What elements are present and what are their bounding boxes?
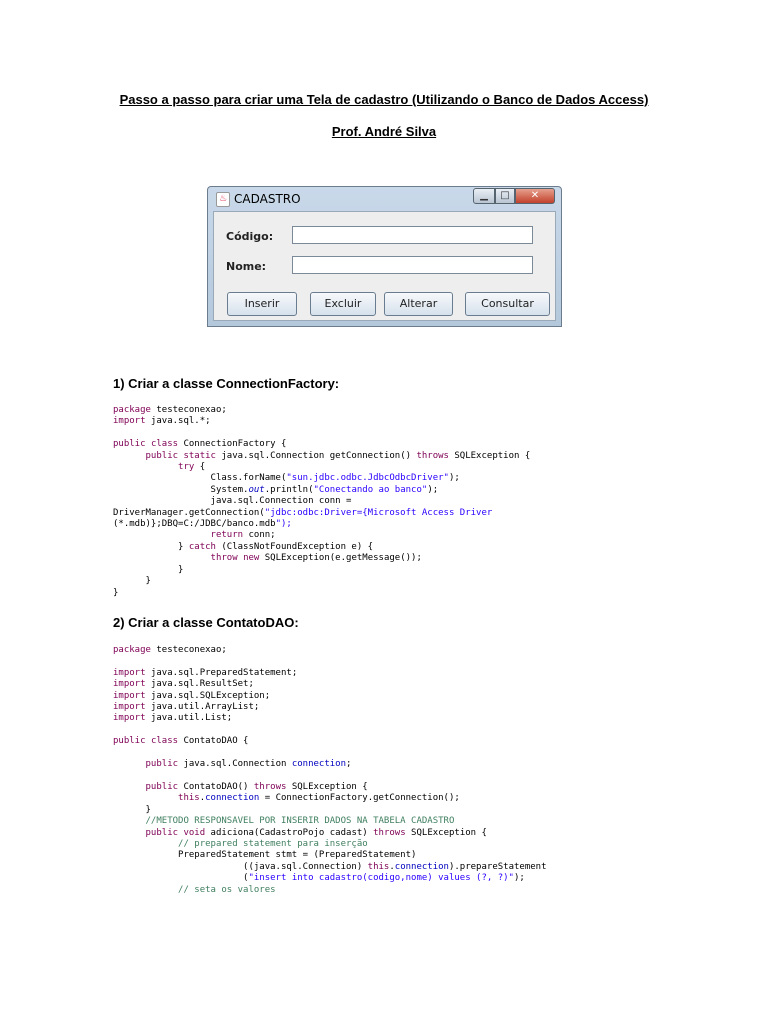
section-1-heading: 1) Criar a classe ConnectionFactory: bbox=[113, 376, 340, 391]
window-title: CADASTRO bbox=[234, 192, 301, 206]
document-author: Prof. André Silva bbox=[331, 124, 437, 139]
consultar-button[interactable]: Consultar bbox=[465, 292, 550, 316]
maximize-button[interactable]: □ bbox=[495, 188, 515, 204]
excluir-button[interactable]: Excluir bbox=[310, 292, 376, 316]
alterar-button[interactable]: Alterar bbox=[384, 292, 453, 316]
cadastro-window bbox=[207, 186, 562, 327]
window-content bbox=[213, 211, 556, 321]
code-block-contato-dao: package testeconexao; import java.sql.PreparedStatement; import java.sql.ResultSet; import java.sql.SQLException; import java.util.ArrayList; import java.util.List; public class ContatoDAO { public java.sql.Connection connection; public ContatoDAO() throws SQLException { this.connection = ConnectionFactory.getConnection(); } //METODO RESPONSAVEL POR INSERIR DADOS NA TABELA CADASTRO public void adiciona(CadastroPojo cadast) throws SQLException { // prepared statement para inserção PreparedStatement stmt = (PreparedStatement) ((java.sql.Connection) this.connection).prepareStatement ("insert into cadastro(codigo,nome) values (?, ?)"); // seta os valores bbox=[113, 645, 547, 895]
nome-field[interactable] bbox=[292, 256, 533, 274]
section-2-heading: 2) Criar a classe ContatoDAO: bbox=[113, 615, 299, 630]
nome-label: Nome: bbox=[226, 260, 267, 273]
close-button[interactable]: ✕ bbox=[515, 188, 555, 204]
code-block-connection-factory: package testeconexao; import java.sql.*; public class ConnectionFactory { public static java.sql.Connection getConnection() throws SQLException { try { Class.forName("sun.jdbc.odbc.JdbcOdbcDriver"); System.out.println("Conectando ao banco"); java.sql.Connection conn = DriverManager.getConnection("jdbc:odbc:Driver={Microsoft Access Driver (*.mdb)};DBQ=C:/JDBC/banco.mdb"); return conn; } catch (ClassNotFoundException e) { throw new SQLException(e.getMessage()); } } } bbox=[113, 405, 531, 598]
codigo-label: Código: bbox=[226, 230, 274, 243]
inserir-button[interactable]: Inserir bbox=[227, 292, 297, 316]
minimize-button[interactable]: ▁ bbox=[473, 188, 495, 204]
document-title: Passo a passo para criar uma Tela de cadastro (Utilizando o Banco de Dados Access) bbox=[119, 92, 649, 107]
java-icon: ♨ bbox=[216, 192, 230, 207]
codigo-field[interactable] bbox=[292, 226, 533, 244]
window-titlebar[interactable] bbox=[208, 187, 561, 211]
